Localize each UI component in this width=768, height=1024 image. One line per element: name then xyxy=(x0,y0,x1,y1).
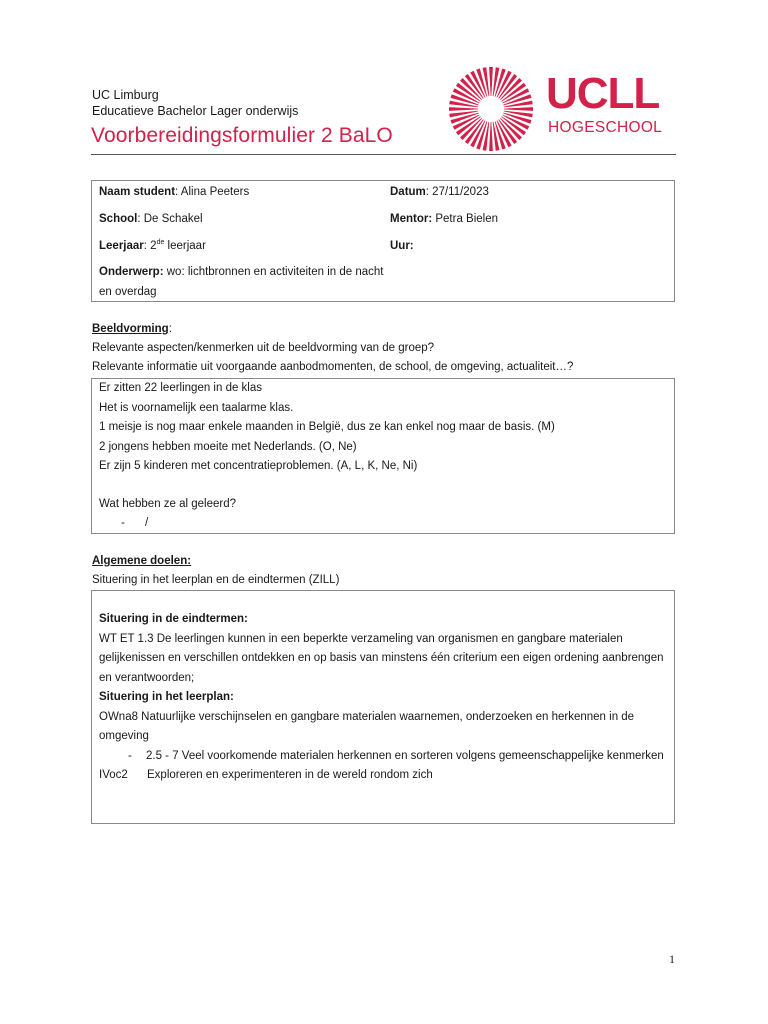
logo-subtitle: HOGESCHOOL xyxy=(548,119,663,136)
leerplan-heading: Situering in het leerplan: xyxy=(99,691,234,703)
logo-ray xyxy=(489,67,493,96)
hour-field xyxy=(390,236,414,256)
beeldvorming-box xyxy=(91,378,675,534)
blank-line xyxy=(99,477,667,495)
mentor-value: Petra Bielen xyxy=(432,213,499,225)
doelen-box xyxy=(91,590,675,824)
school-field xyxy=(99,209,203,229)
school-year-value-post: leerjaar xyxy=(164,240,206,252)
school-year-label: Leerjaar xyxy=(99,240,144,252)
document-title: Voorbereidingsformulier 2 BaLO xyxy=(91,124,393,147)
ivoc-text: Exploreren en experimenteren in de wereld rondom zich xyxy=(147,769,433,781)
doelen-subtitle: Situering in het leerplan en de eindtermen (ZILL) xyxy=(92,574,340,586)
student-name-label: Naam student xyxy=(99,186,176,198)
header-divider xyxy=(91,154,676,155)
beeldvorming-line: 2 jongens hebben moeite met Nederlands. (O, Ne) xyxy=(99,440,357,453)
leerplan-list-item xyxy=(99,747,667,767)
learned-question: Wat hebben ze al geleerd? xyxy=(99,497,237,510)
beeldvorming-heading-row xyxy=(92,321,172,337)
beeldvorming-line: Er zitten 22 leerlingen in de klas xyxy=(99,382,263,394)
student-name-field xyxy=(99,182,249,202)
learned-answer-row xyxy=(99,514,667,534)
school-label: School xyxy=(99,213,138,225)
beeldvorming-line: 1 meisje is nog maar enkele maanden in België, dus ze kan enkel nog maar de basis. (M) xyxy=(99,421,555,433)
date-value: : 27/11/2023 xyxy=(425,186,489,198)
bullet-dash: - xyxy=(128,749,132,762)
logo-ray xyxy=(489,122,493,151)
subject-value: wo: lichtbronnen en activiteiten in de nacht en overdag xyxy=(99,266,384,298)
school-year-value-pre: : 2 xyxy=(143,240,157,252)
beeldvorming-question-1: Relevante aspecten/kenmerken uit de beeldvorming van de groep? xyxy=(92,342,435,354)
school-year-field xyxy=(99,236,206,256)
leerplan-text: OWna8 Natuurlijke verschijnselen en gangbare materialen waarnemen, onderzoeken en herkennen in de omgeving xyxy=(99,710,635,742)
subject-field xyxy=(99,262,384,302)
school-year-suffix: de xyxy=(156,239,165,247)
institution-name: UC Limburg xyxy=(92,88,159,102)
doelen-heading: Algemene doelen: xyxy=(92,555,192,567)
date-field xyxy=(390,182,489,202)
beeldvorming-question-2: Relevante informatie uit voorgaande aanbodmomenten, de school, de omgeving, actualiteit…? xyxy=(92,361,574,373)
mentor-label: Mentor: xyxy=(390,213,433,225)
logo-wordmark: UCLL xyxy=(546,69,660,118)
ivoc-code: IVoc2 xyxy=(99,769,128,781)
eindtermen-heading: Situering in de eindtermen: xyxy=(99,613,248,625)
mentor-field xyxy=(390,209,498,229)
eindtermen-text: WT ET 1.3 De leerlingen kunnen in een beperkte verzameling van organismen en gangbare materialen gelijkenissen en verschillen ontdekken en op basis van minstens één criterium een eigen ordening aanbrengen en verantwoorden; xyxy=(99,632,664,684)
beeldvorming-heading-suffix: : xyxy=(168,323,172,335)
student-info-box xyxy=(91,180,675,302)
subject-label: Onderwerp: xyxy=(99,266,164,278)
beeldvorming-line: Het is voornamelijk een taalarme klas. xyxy=(99,401,294,414)
beeldvorming-heading: Beeldvorming xyxy=(92,323,169,335)
bullet-dash: - xyxy=(121,517,125,529)
page-number: 1 xyxy=(669,952,675,966)
logo-ray xyxy=(449,107,478,111)
beeldvorming-line: Er zijn 5 kinderen met concentratieproblemen. (A, L, K, Ne, Ni) xyxy=(99,460,418,472)
sunburst-logo-icon xyxy=(448,66,534,152)
hour-label: Uur: xyxy=(390,240,414,252)
program-name: Educatieve Bachelor Lager onderwijs xyxy=(92,104,299,118)
leerplan-item-text: 2.5 - 7 Veel voorkomende materialen herkennen en sorteren volgens gemeenschappelijke kenmerken xyxy=(146,749,664,762)
school-value: : De Schakel xyxy=(137,213,203,225)
logo-ray xyxy=(504,107,533,111)
date-label: Datum xyxy=(390,186,426,198)
learned-answer: / xyxy=(145,517,149,529)
student-name-value: : Alina Peeters xyxy=(175,186,250,198)
ivoc-row xyxy=(99,766,667,786)
ucll-logo xyxy=(448,66,678,152)
